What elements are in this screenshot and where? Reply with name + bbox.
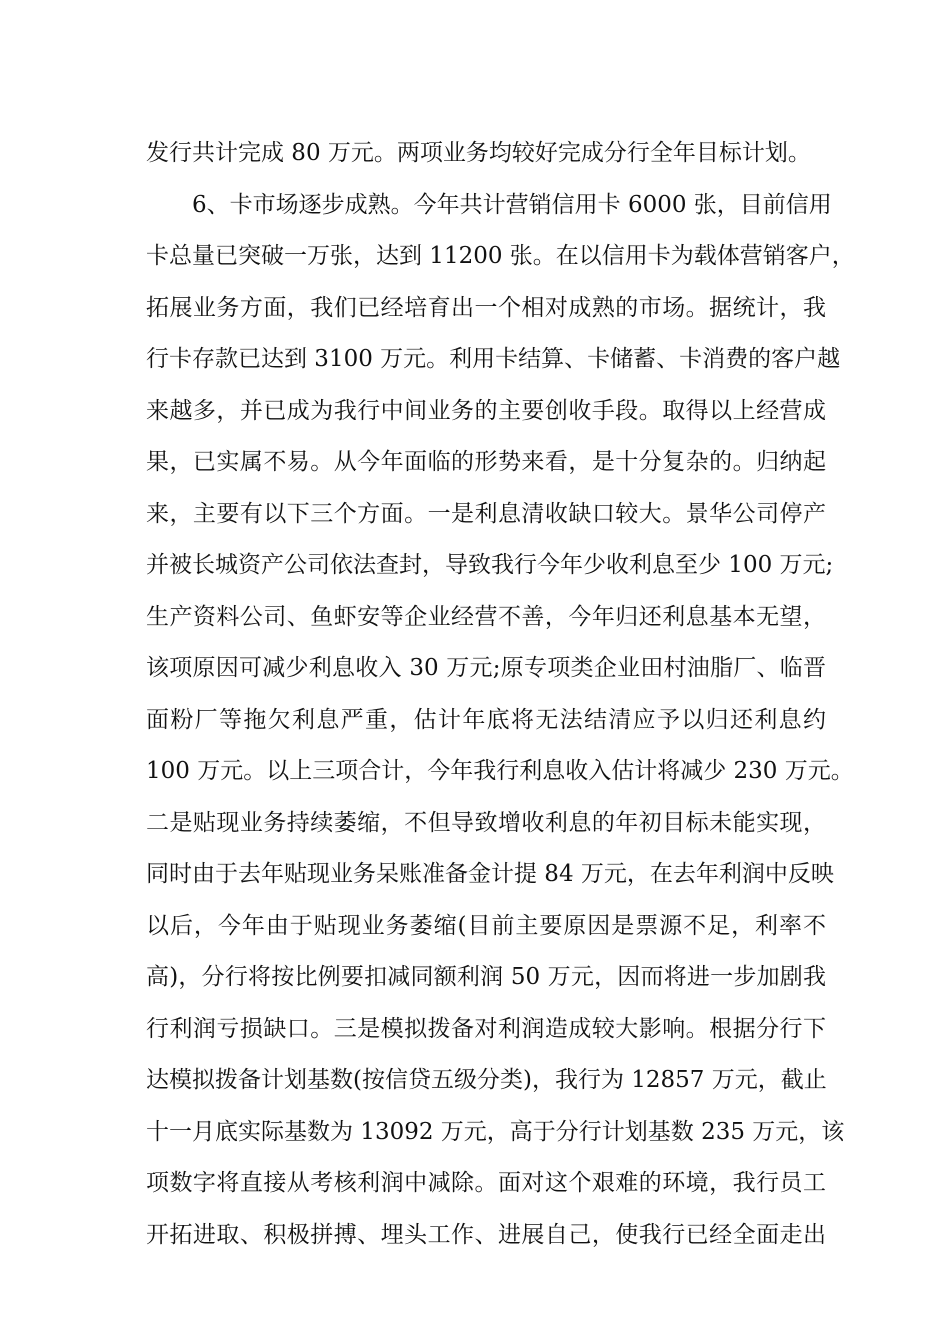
text-line: 面粉厂等拖欠利息严重，估计年底将无法结清应予以归还利息约: [146, 706, 826, 733]
text-line: 拓展业务方面，我们已经培育出一个相对成熟的市场。据统计，我: [146, 294, 826, 321]
text-line: 二是贴现业务持续萎缩，不但导致增收利息的年初目标未能实现，: [146, 809, 826, 836]
text-line: 十一月底实际基数为 13092 万元，高于分行计划基数 235 万元，该: [146, 1118, 845, 1145]
text-line: 生产资料公司、鱼虾安等企业经营不善，今年归还利息基本无望，: [146, 603, 826, 630]
text-line: 行利润亏损缺口。三是模拟拨备对利润造成较大影响。根据分行下: [146, 1015, 826, 1042]
text-line: 卡总量已突破一万张，达到 11200 张。在以信用卡为载体营销客户，: [146, 243, 855, 269]
text-line: 该项原因可减少利息收入 30 万元;原专项类企业田村油脂厂、临晋: [146, 655, 826, 681]
text-line: 发行共计完成 80 万元。两项业务均较好完成分行全年目标计划。: [146, 140, 811, 166]
text-line: 果，已实属不易。从今年面临的形势来看，是十分复杂的。归纳起: [146, 449, 826, 475]
text-line: 高)，分行将按比例要扣减同额利润 50 万元，因而将进一步加剧我: [146, 964, 826, 990]
text-line: 100 万元。以上三项合计，今年我行利息收入估计将减少 230 万元。: [146, 758, 854, 784]
document-body: [146, 128, 855, 1261]
text-line: 并被长城资产公司依法查封，导致我行今年少收利息至少 100 万元;: [146, 552, 834, 578]
text-line: 开拓进取、积极拼搏、埋头工作、进展自己，使我行已经全面走出: [146, 1221, 826, 1248]
text-line: 以后，今年由于贴现业务萎缩(目前主要原因是票源不足，利率不: [146, 912, 826, 939]
text-line: 来越多，并已成为我行中间业务的主要创收手段。取得以上经营成: [146, 397, 826, 424]
text-line: 项数字将直接从考核利润中减除。面对这个艰难的环境，我行员工: [146, 1170, 826, 1196]
text-line: 行卡存款已达到 3100 万元。利用卡结算、卡储蓄、卡消费的客户越: [146, 346, 841, 372]
paragraph-start-line: 6、卡市场逐步成熟。今年共计营销信用卡 6000 张，目前信用: [192, 191, 832, 218]
text-line: 达模拟拨备计划基数(按信贷五级分类)，我行为 12857 万元，截止: [146, 1067, 827, 1093]
text-line: 同时由于去年贴现业务呆账准备金计提 84 万元，在去年利润中反映: [146, 861, 834, 887]
text-line: 来，主要有以下三个方面。一是利息清收缺口较大。景华公司停产: [146, 500, 826, 527]
